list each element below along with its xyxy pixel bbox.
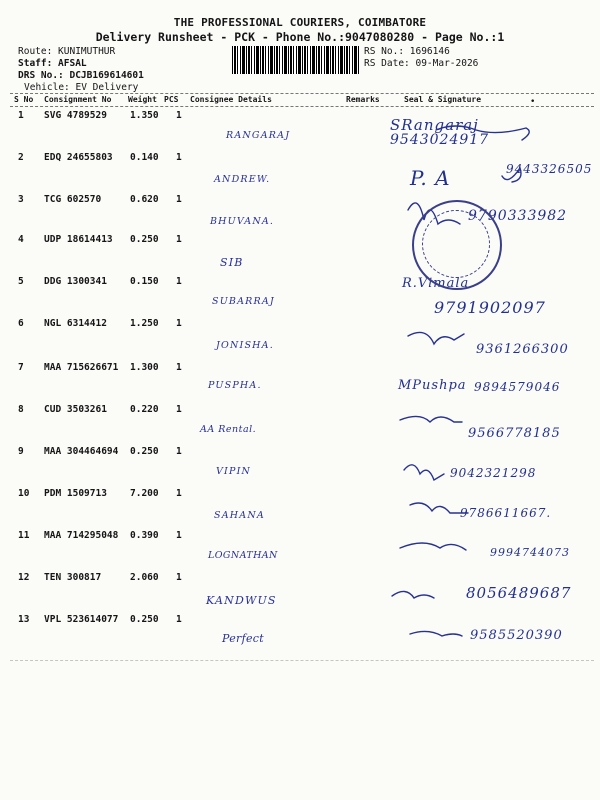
row-pcs: 1 <box>176 318 182 329</box>
consignee-name: BHUVANA. <box>210 216 275 227</box>
row-pcs: 1 <box>176 234 182 245</box>
row-sno: 8 <box>18 404 24 415</box>
row-consignment: NGL 6314412 <box>44 318 107 329</box>
row-consignment: PDM 1509713 <box>44 488 107 499</box>
row-consignment: CUD 3503261 <box>44 404 107 415</box>
receiver-phone: 9894579046 <box>474 380 561 394</box>
row-sno: 13 <box>18 614 30 625</box>
row-weight: 0.140 <box>130 152 159 163</box>
consignee-name: ANDREW. <box>214 174 271 185</box>
consignee-name: RANGARAJ <box>226 130 291 141</box>
col-consignment: Consignment No <box>44 95 112 104</box>
row-weight: 2.060 <box>130 572 159 583</box>
row-weight: 0.150 <box>130 276 159 287</box>
signature-text: MPushpa <box>398 378 467 393</box>
consignee-name: PUSPHA. <box>208 380 262 391</box>
row-sno: 4 <box>18 234 24 245</box>
consignee-name: KANDWUS <box>206 594 277 607</box>
staff-info: Staff: AFSAL <box>18 58 87 69</box>
row-consignment: MAA 715626671 <box>44 362 119 373</box>
receiver-phone: 9585520390 <box>470 628 563 643</box>
receiver-phone: 9791902097 <box>434 298 546 317</box>
row-consignment: MAA 304464694 <box>44 446 119 457</box>
rs-date: RS Date: 09-Mar-2026 <box>364 58 479 69</box>
vehicle-info: Vehicle: EV Delivery <box>24 82 139 93</box>
signature-scribble <box>410 503 468 513</box>
row-weight: 0.250 <box>130 614 159 625</box>
consignee-name: JONISHA. <box>216 340 274 351</box>
row-weight: 7.200 <box>130 488 159 499</box>
row-sno: 3 <box>18 194 24 205</box>
signature-text: P. A <box>410 166 451 190</box>
consignee-name: Perfect <box>222 632 264 645</box>
row-sno: 6 <box>18 318 24 329</box>
runsheet-title: Delivery Runsheet - PCK - Phone No.:9047080280 - Page No.:1 <box>95 30 505 44</box>
row-pcs: 1 <box>176 110 182 121</box>
header-mark: • <box>530 97 536 107</box>
row-pcs: 1 <box>176 614 182 625</box>
receiver-phone: 9543024917 <box>390 132 490 148</box>
signature-scribble <box>502 168 521 182</box>
signature-scribble <box>436 126 529 140</box>
row-consignment: EDQ 24655803 <box>44 152 113 163</box>
row-weight: 0.250 <box>130 234 159 245</box>
receiver-phone: 9786611667. <box>460 506 552 520</box>
consignee-name: SIB <box>220 256 244 269</box>
col-remarks: Remarks <box>346 95 380 104</box>
signature-scribble <box>410 631 462 636</box>
row-consignment: MAA 714295048 <box>44 530 119 541</box>
signature-text: R.Vimala <box>402 276 470 291</box>
row-weight: 0.220 <box>130 404 159 415</box>
row-pcs: 1 <box>176 572 182 583</box>
consignee-name: LOGNATHAN <box>208 550 278 561</box>
drs-number: DRS No.: DCJB169614601 <box>18 70 144 81</box>
signature-scribble <box>400 416 462 422</box>
row-sno: 10 <box>18 488 30 499</box>
consignee-name: SAHANA <box>214 510 265 521</box>
row-pcs: 1 <box>176 530 182 541</box>
row-weight: 1.350 <box>130 110 159 121</box>
row-consignment: UDP 18614413 <box>44 234 113 245</box>
col-seal-signature: Seal & Signature <box>404 95 482 104</box>
receiver-phone: 9361266300 <box>476 342 569 357</box>
row-consignment: DDG 1300341 <box>44 276 107 287</box>
row-pcs: 1 <box>176 276 182 287</box>
row-pcs: 1 <box>176 194 182 205</box>
row-pcs: 1 <box>176 152 182 163</box>
row-sno: 1 <box>18 110 24 121</box>
row-weight: 0.390 <box>130 530 159 541</box>
signature-scribble <box>392 591 434 598</box>
row-consignment: TCG 602570 <box>44 194 102 205</box>
signature-text: SRangaraj <box>390 116 479 134</box>
receiver-phone: 9443326505 <box>506 162 593 176</box>
row-weight: 0.620 <box>130 194 159 205</box>
row-pcs: 1 <box>176 446 182 457</box>
row-weight: 1.250 <box>130 318 159 329</box>
receiver-phone: 9566778185 <box>468 426 561 441</box>
receiver-phone: 8056489687 <box>466 584 572 602</box>
receiver-phone: 9994744073 <box>490 546 570 559</box>
col-weight: Weight <box>128 95 157 104</box>
receiver-phone: 9042321298 <box>450 466 537 480</box>
row-pcs: 1 <box>176 404 182 415</box>
receiver-phone: 9790333982 <box>468 208 568 224</box>
col-sno: S No <box>14 95 34 104</box>
row-pcs: 1 <box>176 362 182 373</box>
row-weight: 0.250 <box>130 446 159 457</box>
row-pcs: 1 <box>176 488 182 499</box>
row-sno: 11 <box>18 530 30 541</box>
signature-scribble <box>400 543 466 550</box>
consignee-name: VIPIN <box>216 466 252 477</box>
company-name: THE PROFESSIONAL COURIERS, COIMBATORE <box>173 16 427 29</box>
row-sno: 12 <box>18 572 30 583</box>
consignee-name: SUBARRAJ <box>212 296 275 307</box>
row-consignment: TEN 300817 <box>44 572 102 583</box>
route-info: Route: KUNIMUTHUR <box>18 46 116 57</box>
signature-scribble <box>408 332 464 344</box>
col-consignee: Consignee Details <box>190 95 272 104</box>
row-sno: 2 <box>18 152 24 163</box>
col-pcs: PCS <box>164 95 179 104</box>
rs-number: RS No.: 1696146 <box>364 46 450 57</box>
row-sno: 9 <box>18 446 24 457</box>
stamp-inner-ring <box>422 210 490 278</box>
row-consignment: SVG 4789529 <box>44 110 107 121</box>
row-sno: 5 <box>18 276 24 287</box>
row-weight: 1.300 <box>130 362 159 373</box>
row-sno: 7 <box>18 362 24 373</box>
row-consignment: VPL 523614077 <box>44 614 119 625</box>
signature-scribble <box>404 465 444 480</box>
delivery-stamp <box>412 200 502 290</box>
consignee-name: AA Rental. <box>200 424 257 435</box>
